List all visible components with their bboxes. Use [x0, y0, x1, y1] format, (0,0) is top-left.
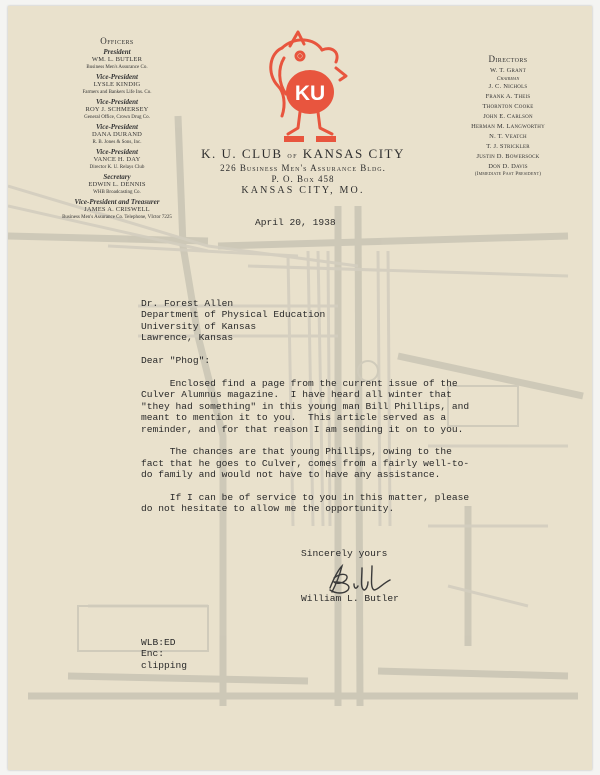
- director-name: Justin D. Bowersock: [476, 153, 540, 160]
- officer-role: Vice-President and Treasurer: [74, 198, 160, 206]
- director-name: T. J. Strickler: [486, 143, 530, 150]
- club-name-part2: KANSAS CITY: [302, 146, 405, 161]
- closing: Sincerely yours: [301, 548, 388, 559]
- letter-page: [8, 6, 592, 770]
- body-line: Enclosed find a page from the current issue of the: [141, 378, 458, 389]
- letter-body: [141, 378, 469, 515]
- ref-line: clipping: [141, 659, 188, 671]
- officer-entry: [48, 123, 186, 147]
- ref-line: WLB:ED: [141, 637, 176, 648]
- letter-date: April 20, 1938: [255, 217, 336, 228]
- officer-affiliation: R. B. Jones & Sons, Inc.: [92, 140, 142, 145]
- club-name-of: of: [287, 150, 299, 160]
- officer-affiliation: Farmers and Bankers Life Ins. Co.: [82, 90, 152, 95]
- officer-role: Vice-President: [96, 123, 138, 131]
- officer-role: Vice-President: [96, 73, 138, 81]
- director-name: Herman M. Langworthy: [471, 123, 545, 130]
- director-entry: [438, 122, 578, 132]
- director-note: (Immediate Past President): [474, 172, 542, 177]
- salutation: Dear "Phog":: [141, 355, 211, 366]
- director-entry: [438, 82, 578, 92]
- body-line: Culver Alumnus magazine. I have heard all winter that: [141, 389, 452, 401]
- body-line: reminder, and for that reason I am sending it on to you.: [141, 423, 464, 435]
- recipient-line: University of Kansas: [141, 320, 257, 332]
- officer-role: Vice-President: [96, 98, 138, 106]
- director-name: Frank A. Theis: [485, 93, 531, 100]
- director-entry: [438, 112, 578, 122]
- officer-name: EDWIN L. DENNIS: [88, 181, 146, 188]
- officer-affiliation: WHB Broadcasting Co.: [93, 190, 141, 195]
- director-entry: [438, 152, 578, 162]
- officer-entry: [48, 73, 186, 97]
- director-name: John E. Carlson: [483, 113, 533, 120]
- recipient-address: [141, 298, 325, 344]
- officer-name: DANA DURAND: [91, 131, 143, 138]
- officer-name: VANCE H. DAY: [93, 156, 141, 163]
- club-address: 226 Business Men's Assurance Bldg.: [220, 163, 386, 173]
- reference-initials: [141, 637, 187, 671]
- director-entry: [438, 66, 578, 82]
- recipient-line: Dr. Forest Allen: [141, 298, 234, 309]
- officer-affiliation: General Office, Crown Drug Co.: [84, 115, 150, 120]
- body-line: If I can be of service to you in this matter, please: [141, 492, 470, 504]
- officer-entry: [48, 198, 186, 222]
- jayhawk-logo: [260, 28, 352, 144]
- officer-role: Secretary: [103, 173, 131, 181]
- officer-name: LYSLE KINDIG: [93, 81, 141, 88]
- director-name: J. C. Nichols: [488, 83, 528, 90]
- director-entry: [438, 92, 578, 102]
- officer-name: JAMES A. CRISWELL: [84, 206, 150, 213]
- director-note: Chairman: [496, 76, 520, 82]
- officer-affiliation: Business Men's Assurance Co. Telephone, VIctor 7225: [62, 215, 172, 220]
- officer-name: ROY J. SCHMERSEY: [85, 106, 149, 113]
- officer-role: Vice-President: [96, 148, 138, 156]
- body-line: "they had something" in this young man Bill Phillips, and: [141, 400, 470, 412]
- recipient-line: Department of Physical Education: [141, 309, 326, 321]
- director-entry: [438, 132, 578, 142]
- body-line: do not hesitate to allow me the opportunity.: [141, 503, 395, 515]
- body-line: do family and would not have to have any assistance.: [141, 469, 441, 481]
- signer-name: William L. Butler: [301, 593, 399, 604]
- director-name: Don D. Davis: [488, 163, 528, 170]
- club-name: [153, 146, 453, 162]
- director-name: N. T. Veatch: [489, 133, 527, 140]
- club-name-part1: K. U. CLUB: [201, 146, 283, 161]
- recipient-line: Lawrence, Kansas: [141, 332, 234, 344]
- ref-line: Enc:: [141, 648, 165, 660]
- directors-heading: Directors: [488, 54, 528, 64]
- officer-role: President: [103, 48, 131, 56]
- club-city: KANSAS CITY, MO.: [241, 185, 365, 196]
- logo-text: KU: [294, 82, 326, 105]
- officer-entry: [48, 48, 186, 72]
- officer-affiliation: Director K. U. Relays Club: [89, 165, 145, 170]
- body-line: meant to mention it to you. This article served as a: [141, 412, 447, 424]
- director-entry: [438, 162, 578, 178]
- officer-name: WM. L. BUTLER: [91, 56, 143, 63]
- director-entry: [438, 142, 578, 152]
- club-po-box: P. O. Box 458: [271, 174, 335, 184]
- directors-list: [438, 54, 578, 178]
- officer-affiliation: Business Men's Assurance Co.: [86, 65, 148, 70]
- body-line: fact that he goes to Culver, comes from a fairly well-to-: [141, 457, 470, 469]
- director-entry: [438, 102, 578, 112]
- body-line: The chances are that young Phillips, owing to the: [141, 446, 452, 458]
- letterhead: [153, 146, 453, 196]
- officers-heading: Officers: [100, 36, 134, 46]
- officer-entry: [48, 98, 186, 122]
- director-name: Thornton Cooke: [482, 103, 534, 110]
- handwritten-signature: [320, 562, 400, 596]
- director-name: W. T. Grant: [490, 67, 526, 74]
